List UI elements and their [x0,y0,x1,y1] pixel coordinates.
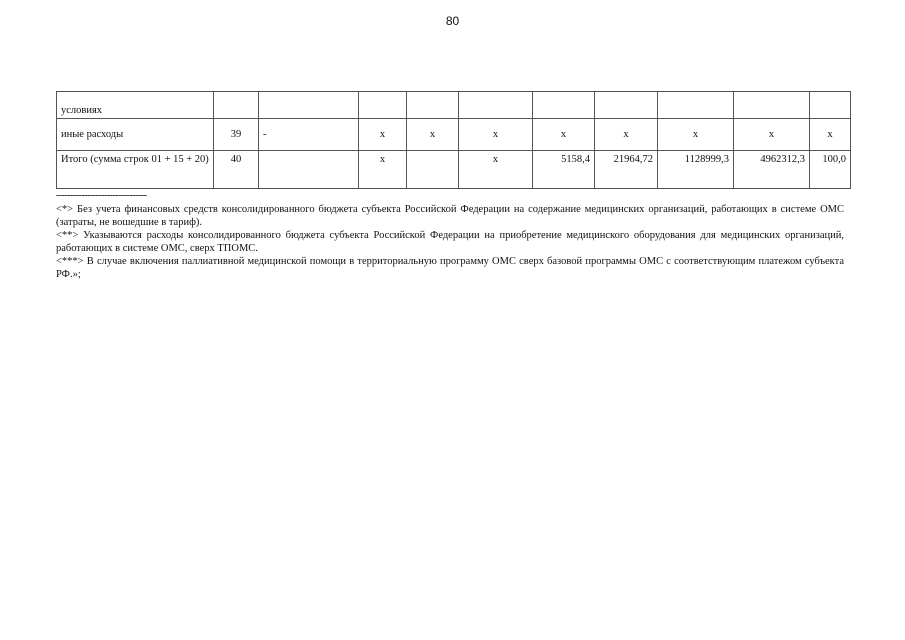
table-cell [407,151,459,189]
table-cell: 21964,72 [595,151,658,189]
table-cell [259,92,359,119]
table-cell: - [259,119,359,151]
row-code: 40 [214,151,259,189]
table-cell: x [359,119,407,151]
table-cell: x [810,119,851,151]
table-cell: x [459,119,533,151]
table-cell: x [407,119,459,151]
table-cell: 5158,4 [533,151,595,189]
table-cell [359,92,407,119]
page-number: 80 [445,14,460,28]
table-cell [658,92,734,119]
table-row [57,119,851,151]
table-cell [459,92,533,119]
row-label: Итого (сумма строк 01 + 15 + 20) [57,151,214,189]
table-cell: x [595,119,658,151]
table-cell [595,92,658,119]
row-code: 39 [214,119,259,151]
footnote-1: <*> Без учета финансовых средств консолидированного бюджета субъекта Российской Федерации на содержание медицинских организаций, работающих в системе ОМС (затраты, не вошедшие в тариф). [56,204,844,228]
expenses-table [56,91,851,189]
row-label: иные расходы [57,119,214,151]
table-cell: x [359,151,407,189]
row-label: условиях [57,92,214,119]
table-cell: 4962312,3 [734,151,810,189]
footnote-separator: -------------------------------- [56,190,147,201]
table-cell [810,92,851,119]
table-cell: 100,0 [810,151,851,189]
table-cell: x [734,119,810,151]
footnote-2: <**> Указываются расходы консолидированного бюджета субъекта Российской Федерации на приобретение медицинского оборудования для медицинских организаций, работающих в системе ОМС, сверх ТПОМС. [56,230,844,254]
footnote-3: <***> В случае включения паллиативной медицинской помощи в территориальную программу ОМС сверх базовой программы ОМС с соответствующим платежом субъекта РФ.»; [56,256,844,280]
table-cell [407,92,459,119]
table-cell: x [658,119,734,151]
table-cell [533,92,595,119]
table-row [57,92,851,119]
table-cell [734,92,810,119]
table-cell: x [459,151,533,189]
footnotes [56,203,844,281]
table-cell: x [533,119,595,151]
table-row [57,151,851,189]
table-cell [259,151,359,189]
row-code [214,92,259,119]
table-cell: 1128999,3 [658,151,734,189]
